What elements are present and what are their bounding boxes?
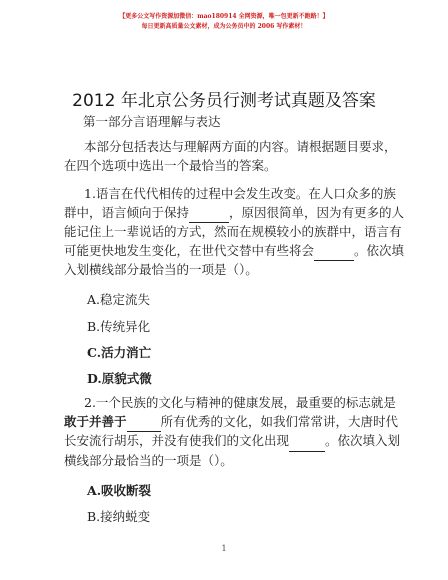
fill-blank-3 [127,413,161,433]
promo-banner-line-1: 【更多公文写作资源加微信：mao180914 全网资源，唯一包更新不跑路！】 [119,13,329,20]
q1-option-d[interactable]: D.原貌式微 [87,371,152,386]
question-2-text-2a: 敢于并善于 [64,413,127,429]
section-heading: 第一部分言语理解与表达 [83,114,221,129]
fill-blank-4 [289,432,325,452]
question-2-line-3 [64,432,401,452]
question-1-text-4b: 。依次填 [354,242,405,258]
question-1-line-4 [64,242,405,262]
intro-paragraph [64,138,397,175]
fill-blank-1 [189,204,229,224]
intro-line-2: 在四个选项中选出一个最恰当的答案。 [64,157,277,173]
q1-option-a[interactable]: A.稳定流失 [87,292,151,307]
question-1-line-2 [64,204,405,224]
question-1-text-2a: 群中，语言倾向于保持 [64,204,190,220]
promo-banner [0,12,448,32]
q2-option-a[interactable]: A.吸收断裂 [87,483,152,498]
question-1-line-5: 入划横线部分最恰当的一项是（）。 [64,262,258,277]
fill-blank-2 [314,242,354,262]
question-2-text-3b: 。依次填入划 [325,433,401,448]
q1-option-c[interactable]: C.活力消亡 [87,345,152,360]
question-1-line-3: 能记住上一辈说话的方式，然而在规模较小的族群中，语言有 [64,224,402,239]
question-2-text-2b: 所有优秀的文化，如我们常常讲，大唐时代 [160,413,399,429]
q1-option-b[interactable]: B.传统异化 [87,319,151,334]
question-1 [64,185,405,280]
promo-banner-line-2: 每日更新高质量公文素材，成为公务员中的 2006 写作素材！ [141,23,307,30]
document-title: 2012 年北京公务员行测考试真题及答案 [72,91,376,111]
intro-line-1: 本部分包括表达与理解两方面的内容。请根据题目要求， [84,139,397,154]
question-2-line-2 [64,413,399,433]
question-1-text-2b: ，原因很简单，因为有更多的人 [229,204,405,220]
question-1-line-1: 1.语言在代代相传的过程中会发生改变。在人口众多的族 [84,186,396,201]
question-2-line-4: 横线部分最恰当的一项是（）。 [64,452,233,468]
question-2 [64,394,401,470]
page-number: 1 [221,544,227,553]
question-2-text-3a: 长安流行胡乐，并没有使我们的文化出现 [64,433,290,448]
question-2-line-1: 2.一个民族的文化与精神的健康发展，最重要的标志就是 [84,395,396,410]
q2-option-b[interactable]: B.接纳蜕变 [87,509,151,524]
question-1-text-4a: 可能更快地发生变化，在世代交替中有些将会 [64,242,315,258]
